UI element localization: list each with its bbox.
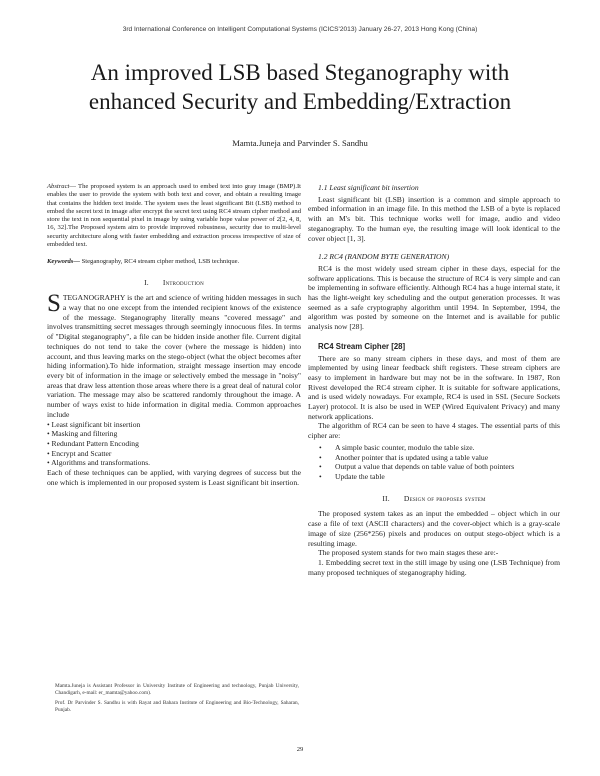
footnote-author-1: Mamta.Juneja is Assistant Professor in University Institute of Engineering and technology, Punjab University, Chandigarh, e-mail: er_mamta@yahoo.com). xyxy=(55,683,299,697)
authors: Mamta.Juneja and Parvinder S. Sandhu xyxy=(232,138,368,148)
intro-text: is the art and science of writing hidden messages in such a way that no one except from the intended recipient knows of the existence of the message. Steganography literally means "covered message" and involves transmitting secret messages through seemingly innocuous files. In terms of "Digital steganography", a file can be hidden inside another file. Current digital techniques do not tend to take the cover (where the message is hidden) into account, and thus leaving marks on the stego-object (what the object becomes after hiding information).To hide information, straight message insertion may encode every bit of information in the image or selectively embed the message in "noisy" areas that draw less attention those areas where there is a great deal of natural color variation. The message may also be scattered randomly throughout the image. A number of ways exist to hide information in digital media. Common approaches include xyxy=(47,293,301,419)
subsection-heading-1-1: 1.1 Least significant bit insertion xyxy=(318,183,419,192)
abstract-label: Abstract xyxy=(47,183,70,190)
subsection-heading-1-2: 1.2 RC4 (RANDOM BYTE GENERATION) xyxy=(318,252,450,262)
section-heading-introduction: I. Introduction xyxy=(144,277,204,287)
right-column xyxy=(308,183,560,577)
rc4-parts-list xyxy=(308,443,560,482)
rc4-paragraph: RC4 is the most widely used stream cipher in these days, especial for the software applications. This is because the structure of RC4 is very simple and can be implementing in software efficiently. Although RC4 has a huge internal state, it has the light-weight key scheduling and the output generation processes. It was seemed as a safe cryptography algorithm until 1994. In September, 1994, the algorithm was posted by someone on the Internet and is available for public analysis now [28]. xyxy=(308,263,560,332)
list-item: • Another pointer that is updated using a table value xyxy=(308,453,560,463)
title-line-1: An improved LSB based Steganography with xyxy=(90,60,510,85)
list-item: • Least significant bit insertion xyxy=(47,419,141,429)
footnote-author-2: Prof. Dr Parvinder S. Sandhu is with Rayat and Bahara Institute of Engineering and Bio-Technology, Saharan, Punjab. xyxy=(55,699,299,713)
abstract xyxy=(47,183,301,249)
section-heading-design: II. Design of proposes system xyxy=(382,493,486,503)
conference-header: 3rd International Conference on Intelligent Computational Systems (ICICS'2013) January 26-27, 2013 Hong Kong (China) xyxy=(122,26,478,33)
list-item: • Masking and filtering xyxy=(47,429,118,439)
list-item: • A simple basic counter, modulo the table size. xyxy=(308,443,560,453)
approaches-list xyxy=(47,420,301,469)
page-number: 29 xyxy=(296,746,304,753)
intro-paragraph xyxy=(47,290,301,419)
lsb-paragraph: Least significant bit (LSB) insertion is a common and simple approach to embed information in an image file. In this method the LSB of a byte is replaced with an M's bit. This technique works well for image, audio and video steganography. To the human eye, the resulting image will look identical to the cover object [1, 3]. xyxy=(308,194,560,243)
drop-cap: S xyxy=(47,290,61,318)
rc4-stream-cipher-heading: RC4 Stream Cipher [28] xyxy=(318,341,406,351)
list-item: • Encrypt and Scatter xyxy=(47,448,112,458)
keywords-label: Keywords— xyxy=(47,258,80,266)
rc4-cipher-paragraph: There are so many stream ciphers in these days, and most of them are implemented by using linear feedback shift registers. These stream ciphers are easy to implement in hardware but may not be in the software. In 1987, Ron Rivest developed the RC4 stream cipher. It is suitable for software applications, and is used widely nowadays. For example, RC4 is used in SSL (Secure Sockets Layer) protocol. It is also be used in WEP (Wired Equivalent Privacy) and many network applications. xyxy=(308,353,560,421)
left-column xyxy=(47,183,301,487)
footnotes xyxy=(47,683,299,716)
list-item: • Update the table xyxy=(308,472,560,482)
rc4-stages-paragraph: The algorithm of RC4 can be seen to have 4 stages. The essential parts of this cipher are: xyxy=(308,421,560,441)
keywords-text: Steganography, RC4 stream cipher method, LSB technique. xyxy=(79,258,240,266)
intro-end-paragraph: Each of these techniques can be applied, with varying degrees of success but the one which is implemented in our proposed system is Least significant bit insertion. xyxy=(47,468,301,487)
list-item: • Algorithms and transformations. xyxy=(47,458,151,468)
keywords xyxy=(47,258,301,266)
design-paragraph-1: The proposed system takes as an input the embedded – object which in our case a file of text (ASCII characters) and the cover-object which is a gray-scale image of size (256*256) pixels and produces on output stego-object which is a resulting image. xyxy=(308,509,560,548)
title-line-2: enhanced Security and Embedding/Extraction xyxy=(88,89,512,114)
list-item: • Redundant Pattern Encoding xyxy=(47,438,139,448)
paper-title xyxy=(40,58,560,116)
abstract-text: — The proposed system is an approach used to embed text into gray image (BMP).It enables the user to provide the system with both text and cover, and obtain a resulting image that contains the hidden text inside. The system uses the least significant Bit (LSB) method to embed the secret text in image after encrypt the secret text using RC4 stream cipher method and store the text in non sequential pixel in image by using variable hope value power of 2[2, 4, 8, 16, 32].The Proposed system aim to provide improved robustness, security due to multi-level security architecture along with faster embedding and extraction process irrespective of size of embedded text. xyxy=(47,183,301,249)
intro-head: TEGANOGRAPHY xyxy=(62,293,126,303)
design-paragraph-2: The proposed system stands for two main stages these are:- xyxy=(318,548,499,558)
list-item: • Output a value that depends on table value of both pointers xyxy=(308,462,560,472)
design-paragraph-3: 1. Embedding secret text in the still image by using one (LSB Technique) from many proposed techniques of steganography hiding. xyxy=(308,557,560,577)
